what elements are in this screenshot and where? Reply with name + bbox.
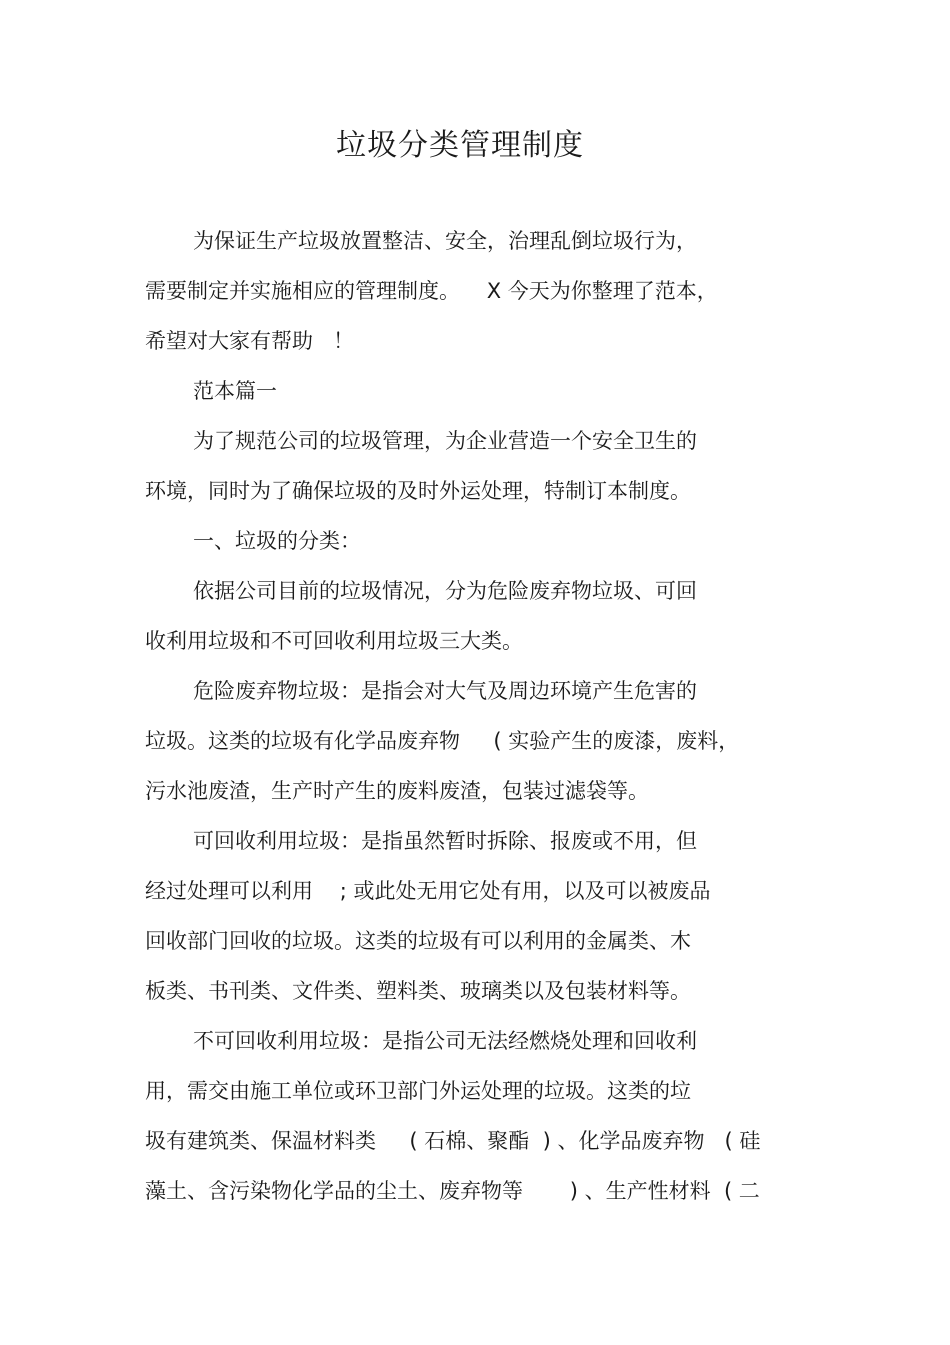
paragraph-line: 为了规范公司的垃圾管理，为企业营造一个安全卫生的 — [193, 429, 697, 453]
paragraph-line: 圾有建筑类、保温材料类 ( 石棉、聚酯 ) 、化学品废弃物 ( 硅 — [145, 1129, 761, 1153]
paragraph-line: 板类、书刊类、文件类、塑料类、玻璃类以及包装材料等。 — [145, 979, 691, 1003]
paragraph-line: 回收部门回收的垃圾。这类的垃圾有可以利用的金属类、木 — [145, 929, 691, 953]
paragraph-line: 污水池废渣，生产时产生的废料废渣，包装过滤袋等。 — [145, 779, 649, 803]
document-title: 垃圾分类管理制度 — [336, 128, 584, 163]
paragraph-line: 不可回收利用垃圾：是指公司无法经燃烧处理和回收利 — [193, 1029, 697, 1053]
paragraph-line: 希望对大家有帮助 ！ — [145, 329, 355, 353]
section-heading: 一、垃圾的分类： — [193, 529, 361, 553]
paragraph-line: 收利用垃圾和不可回收利用垃圾三大类。 — [145, 629, 523, 653]
paragraph-line: 经过处理可以利用 ; 或此处无用它处有用，以及可以被废品 — [145, 879, 711, 903]
section-heading: 范本篇一 — [193, 379, 277, 403]
paragraph-line: 危险废弃物垃圾：是指会对大气及周边环境产生危害的 — [193, 679, 697, 703]
paragraph-line: 需要制定并实施相应的管理制度。 X 今天为你整理了范本， — [145, 279, 718, 303]
paragraph-line: 用，需交由施工单位或环卫部门外运处理的垃圾。这类的垃 — [145, 1079, 691, 1103]
paragraph-line: 为保证生产垃圾放置整洁、安全，治理乱倒垃圾行为， — [193, 229, 697, 253]
paragraph-line: 依据公司目前的垃圾情况，分为危险废弃物垃圾、可回 — [193, 579, 697, 603]
paragraph-line: 环境，同时为了确保垃圾的及时外运处理，特制订本制度。 — [145, 479, 691, 503]
paragraph-line: 藻土、含污染物化学品的尘土、废弃物等 ) 、生产性材料 ( 二 — [145, 1179, 760, 1203]
paragraph-line: 可回收利用垃圾：是指虽然暂时拆除、报废或不用，但 — [193, 829, 697, 853]
paragraph-line: 垃圾。这类的垃圾有化学品废弃物 ( 实验产生的废漆，废料， — [145, 729, 740, 753]
